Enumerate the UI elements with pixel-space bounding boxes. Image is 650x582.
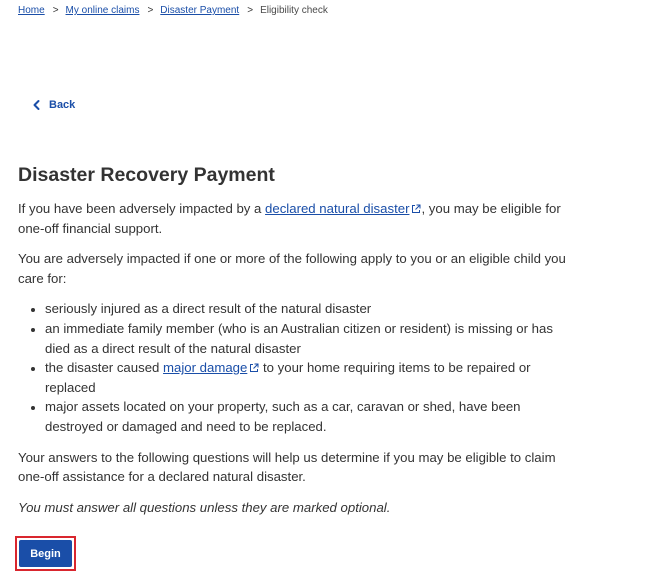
external-link-icon — [411, 204, 421, 214]
list-item-text-start: the disaster caused — [45, 360, 164, 376]
begin-button[interactable]: Begin — [19, 540, 72, 567]
breadcrumb-separator: > — [52, 5, 59, 16]
breadcrumb-disaster-payment-link[interactable]: Disaster Payment — [160, 5, 240, 16]
impact-criteria-list — [18, 299, 568, 436]
list-item — [45, 358, 568, 397]
major-damage-link[interactable] — [163, 360, 259, 375]
external-link-icon — [249, 363, 259, 373]
declared-natural-disaster-link-label: declared natural disaster — [265, 201, 410, 216]
intro-text-end: , you may be eligible for one-off financial support. — [18, 201, 561, 236]
intro-paragraph — [18, 199, 568, 238]
list-item: • seriously injured as a direct result of the natural disaster — [45, 299, 568, 319]
major-damage-link-label: major damage — [163, 360, 248, 376]
breadcrumb-my-online-claims-link[interactable]: My online claims — [65, 5, 140, 16]
list-item-text-end: to your home requiring items to be repaired or replaced — [45, 360, 531, 395]
main-content — [18, 162, 568, 517]
impacted-intro: You are adversely impacted if one or more of the following apply to you or an eligible child you care for: — [18, 251, 566, 286]
intro-text-start: If you have been adversely impacted by a — [18, 201, 266, 216]
breadcrumb-current: Eligibility check — [260, 5, 328, 16]
breadcrumb — [18, 5, 328, 17]
breadcrumb-separator: > — [147, 5, 154, 16]
answers-help-text: Your answers to the following questions will help us determine if you may be eligible to claim one-off assistance for a declared natural disaster. — [18, 449, 556, 485]
breadcrumb-separator: > — [247, 5, 254, 16]
list-item: • major assets located on your property, such as a car, caravan or shed, have been destroyed or damaged and need to be replaced. — [45, 397, 568, 436]
page-title: Disaster Recovery Payment — [18, 164, 275, 186]
chevron-left-icon — [32, 98, 41, 112]
list-item: • an immediate family member (who is an Australian citizen or resident) is missing or has died as a direct result of the natural disaster — [45, 319, 568, 358]
optional-note: You must answer all questions unless they are marked optional. — [18, 499, 391, 515]
breadcrumb-home-link[interactable]: Home — [18, 5, 45, 16]
declared-natural-disaster-link[interactable] — [265, 201, 421, 216]
back-link[interactable] — [32, 98, 75, 112]
begin-button-focus-outline — [15, 536, 76, 571]
back-label: Back — [49, 99, 76, 111]
